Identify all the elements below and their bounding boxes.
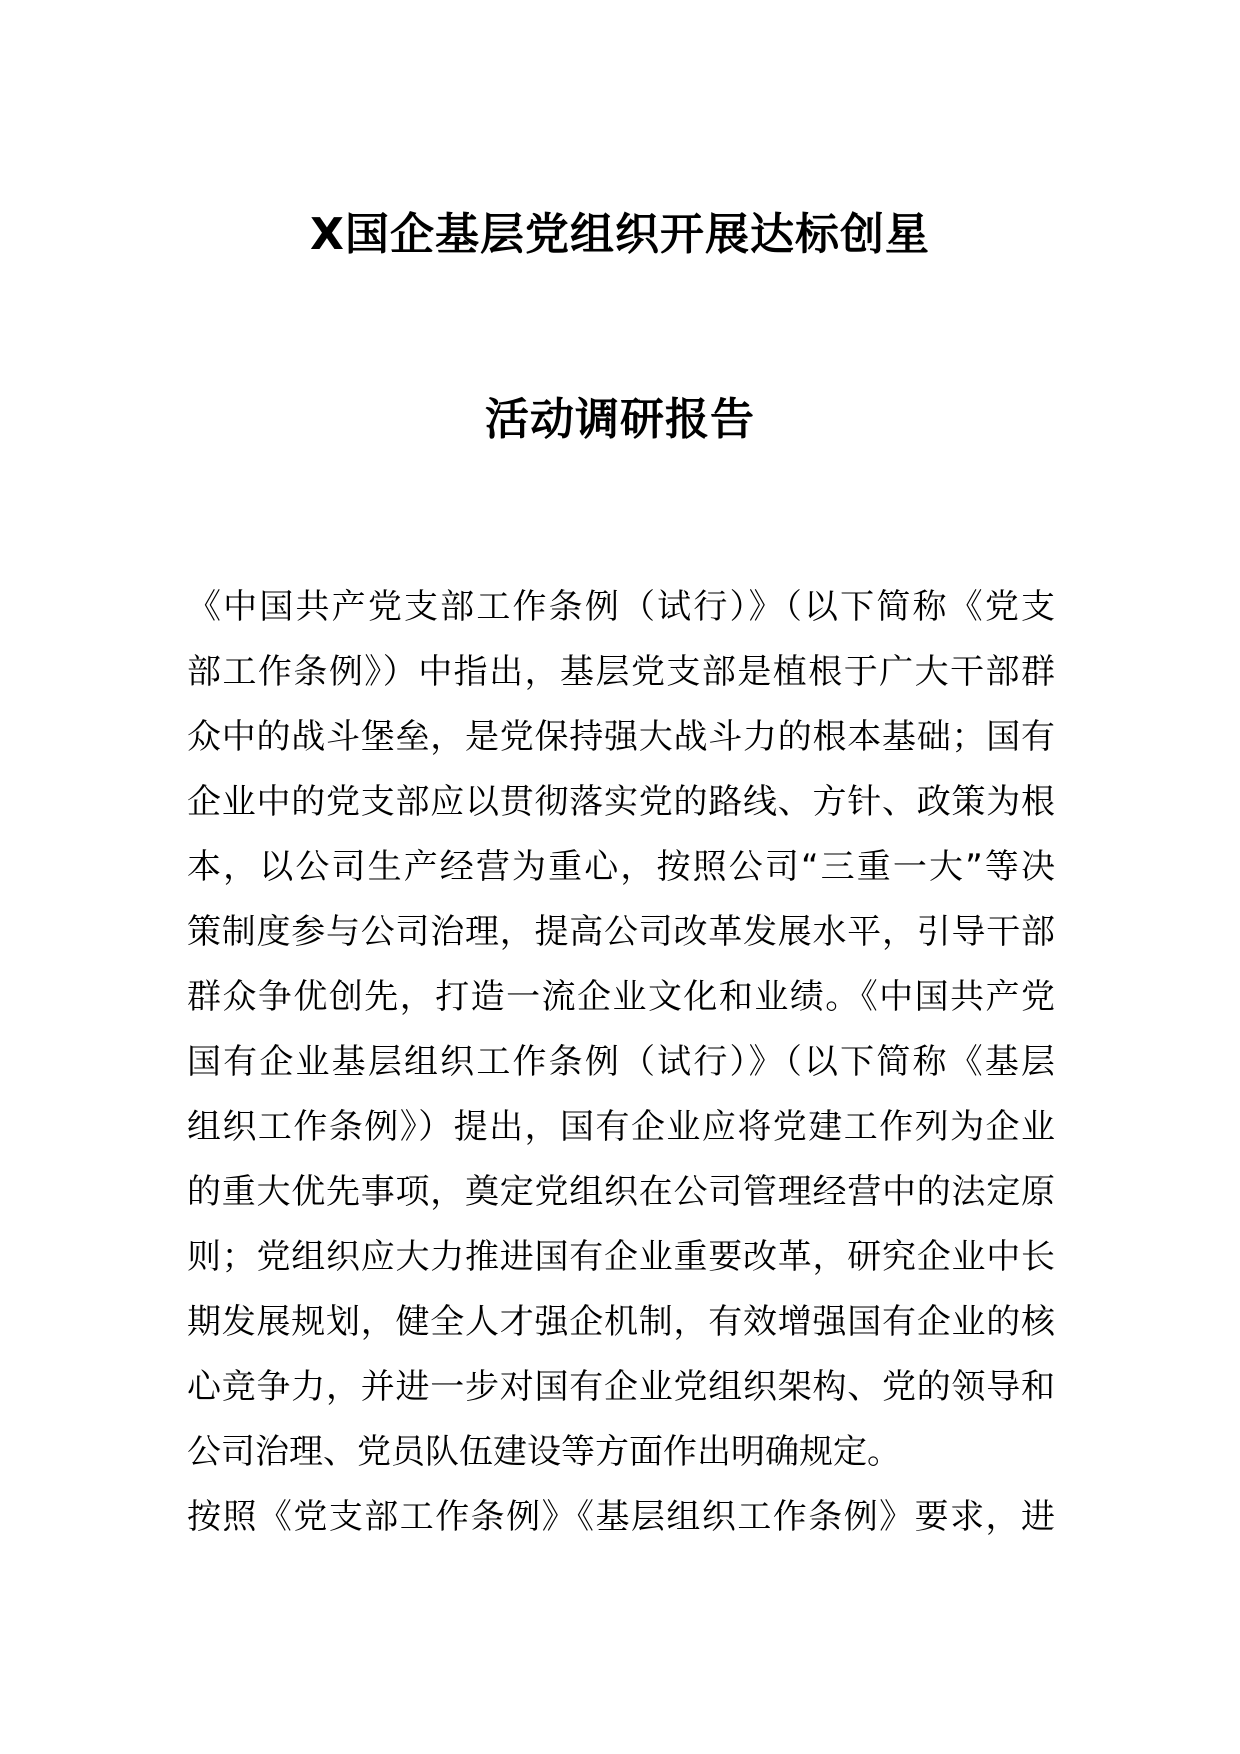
paragraph-line: 策制度参与公司治理，提高公司改革发展水平，引导干部 [187, 912, 1055, 952]
paragraph-line: 心竞争力，并进一步对国有企业党组织架构、党的领导和 [187, 1367, 1055, 1407]
paragraph-line: 部工作条例》）中指出，基层党支部是植根于广大干部群 [187, 652, 1055, 692]
paragraph-2 [187, 1485, 1055, 1550]
paragraph-line: 的重大优先事项，奠定党组织在公司管理经营中的法定原 [187, 1172, 1055, 1212]
paragraph-line: 企业中的党支部应以贯彻落实党的路线、方针、政策为根 [187, 782, 1055, 822]
paragraph-line: 众中的战斗堡垒，是党保持强大战斗力的根本基础；国有 [187, 717, 1055, 757]
paragraph-line: 组织工作条例》）提出，国有企业应将党建工作列为企业 [187, 1107, 1055, 1147]
paragraph-line: 期发展规划，健全人才强企机制，有效增强国有企业的核 [187, 1302, 1055, 1342]
document-body [187, 575, 1055, 1550]
paragraph-1 [187, 575, 1055, 1485]
document-title-line-2: 活动调研报告 [485, 394, 755, 445]
paragraph-line: 公司治理、党员队伍建设等方面作出明确规定。 [187, 1432, 901, 1472]
paragraph-line: 群众争优创先，打造一流企业文化和业绩。《中国共产党 [187, 977, 1055, 1017]
paragraph-line: 国有企业基层组织工作条例（试行）》（以下简称《基层 [187, 1042, 1055, 1082]
paragraph-line: 则；党组织应大力推进国有企业重要改革，研究企业中长 [187, 1237, 1055, 1277]
paragraph-line: 本，以公司生产经营为重心，按照公司“三重一大”等决 [187, 847, 1055, 887]
paragraph-line: 按照《党支部工作条例》《基层组织工作条例》要求，进 [187, 1497, 1055, 1537]
document-title-line-1: X国企基层党组织开展达标创星 [310, 209, 930, 260]
paragraph-line: 《中国共产党支部工作条例（试行）》（以下简称《党支 [187, 587, 1055, 627]
